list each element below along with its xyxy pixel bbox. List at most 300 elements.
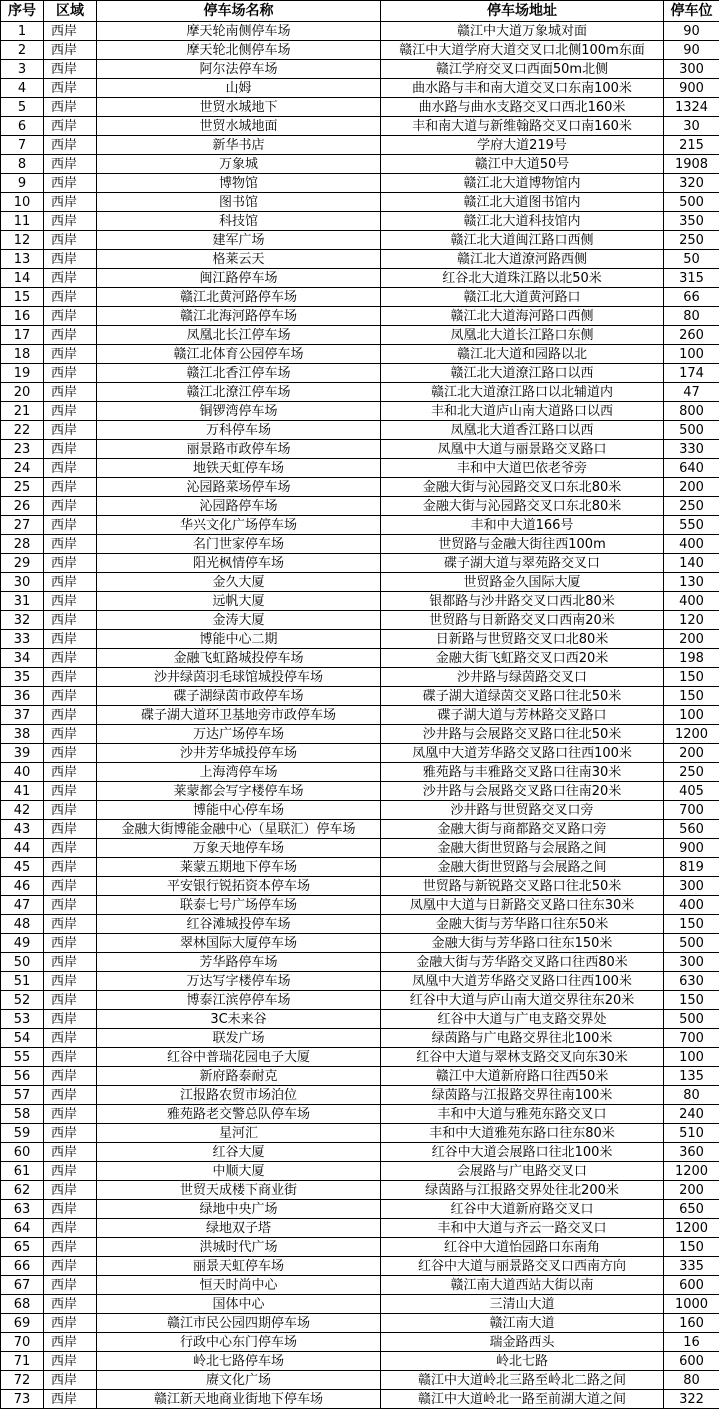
table-row	[1, 972, 719, 991]
lot-name-cell: 平安银行锐拓资本停车场	[97, 877, 381, 896]
address-cell: 凤凰中大道芳华路交叉路口往西100米	[381, 744, 664, 763]
district-cell: 西岸	[44, 117, 97, 136]
row-index: 55	[1, 1048, 44, 1067]
address-cell: 碟子湖大道与芳林路交叉路口	[381, 706, 664, 725]
address-cell: 金融大街与芳华路口往东150米	[381, 934, 664, 953]
district-cell: 西岸	[44, 79, 97, 98]
row-index: 50	[1, 953, 44, 972]
address-cell: 沙井路与会展路交叉路口往南20米	[381, 782, 664, 801]
district-cell: 西岸	[44, 592, 97, 611]
district-cell: 西岸	[44, 573, 97, 592]
address-cell: 绿茵路与江报路交界处往北200米	[381, 1181, 664, 1200]
row-index: 13	[1, 250, 44, 269]
capacity-cell: 90	[664, 41, 719, 60]
row-index: 1	[1, 22, 44, 41]
district-cell: 西岸	[44, 934, 97, 953]
district-cell: 西岸	[44, 250, 97, 269]
capacity-cell: 66	[664, 288, 719, 307]
capacity-cell: 400	[664, 896, 719, 915]
row-index: 51	[1, 972, 44, 991]
capacity-cell: 550	[664, 516, 719, 535]
table-row	[1, 364, 719, 383]
lot-name-cell: 金融飞虹路城投停车场	[97, 649, 381, 668]
row-index: 70	[1, 1333, 44, 1352]
district-cell: 西岸	[44, 41, 97, 60]
row-index: 8	[1, 155, 44, 174]
lot-name-cell: 赣江新天地商业街地下停车场	[97, 1390, 381, 1409]
table-row	[1, 1371, 719, 1390]
row-index: 6	[1, 117, 44, 136]
row-index: 14	[1, 269, 44, 288]
lot-name-cell: 万达广场停车场	[97, 725, 381, 744]
table-row	[1, 630, 719, 649]
table-row	[1, 174, 719, 193]
address-cell: 丰和中大道与齐云一路交叉口	[381, 1219, 664, 1238]
capacity-cell: 80	[664, 1371, 719, 1390]
lot-name-cell: 莱蒙都会写字楼停车场	[97, 782, 381, 801]
row-index: 12	[1, 231, 44, 250]
address-cell: 红谷中大道与翠林支路交叉向东30米	[381, 1048, 664, 1067]
address-cell: 金融大街与芳华路交叉路口往西80米	[381, 953, 664, 972]
capacity-cell: 250	[664, 763, 719, 782]
address-cell: 碟子湖大道与翠苑路交叉口	[381, 554, 664, 573]
address-cell: 红谷中大道怡园路口东南角	[381, 1238, 664, 1257]
row-index: 29	[1, 554, 44, 573]
table-row	[1, 231, 719, 250]
table-row	[1, 155, 719, 174]
address-cell: 赣江中大道岭北一路至前湖大道之间	[381, 1390, 664, 1409]
table-row	[1, 193, 719, 212]
row-index: 19	[1, 364, 44, 383]
district-cell: 西岸	[44, 801, 97, 820]
table-row	[1, 1162, 719, 1181]
lot-name-cell: 联泰七号广场停车场	[97, 896, 381, 915]
capacity-cell: 405	[664, 782, 719, 801]
lot-name-cell: 铜锣湾停车场	[97, 402, 381, 421]
header-address: 停车场地址	[381, 1, 664, 22]
district-cell: 西岸	[44, 1390, 97, 1409]
lot-name-cell: 赣江北黄河路停车场	[97, 288, 381, 307]
lot-name-cell: 博泰江滨停停车场	[97, 991, 381, 1010]
district-cell: 西岸	[44, 1352, 97, 1371]
row-index: 28	[1, 535, 44, 554]
table-row	[1, 1333, 719, 1352]
table-row	[1, 402, 719, 421]
address-cell: 银都路与沙井路交叉口西北80米	[381, 592, 664, 611]
table-row	[1, 915, 719, 934]
row-index: 62	[1, 1181, 44, 1200]
lot-name-cell: 碟子湖大道环卫基地旁市政停车场	[97, 706, 381, 725]
capacity-cell: 360	[664, 1143, 719, 1162]
lot-name-cell: 博能中心二期	[97, 630, 381, 649]
row-index: 15	[1, 288, 44, 307]
lot-name-cell: 博能中心停车场	[97, 801, 381, 820]
address-cell: 赣江北大道闽江路口西侧	[381, 231, 664, 250]
lot-name-cell: 万象城	[97, 155, 381, 174]
table-row	[1, 611, 719, 630]
district-cell: 西岸	[44, 1029, 97, 1048]
capacity-cell: 1200	[664, 1219, 719, 1238]
address-cell: 赣江南大道西站大街以南	[381, 1276, 664, 1295]
district-cell: 西岸	[44, 1295, 97, 1314]
address-cell: 绿茵路与广电路交界往北100米	[381, 1029, 664, 1048]
address-cell: 红谷北大道珠江路以北50米	[381, 269, 664, 288]
row-index: 4	[1, 79, 44, 98]
row-index: 68	[1, 1295, 44, 1314]
capacity-cell: 400	[664, 535, 719, 554]
district-cell: 西岸	[44, 497, 97, 516]
address-cell: 瑞金路西头	[381, 1333, 664, 1352]
table-row	[1, 1352, 719, 1371]
header-lot-name: 停车场名称	[97, 1, 381, 22]
table-row	[1, 1314, 719, 1333]
capacity-cell: 80	[664, 1086, 719, 1105]
row-index: 35	[1, 668, 44, 687]
district-cell: 西岸	[44, 649, 97, 668]
address-cell: 凤凰北大道长江路口东侧	[381, 326, 664, 345]
district-cell: 西岸	[44, 212, 97, 231]
row-index: 66	[1, 1257, 44, 1276]
district-cell: 西岸	[44, 155, 97, 174]
capacity-cell: 240	[664, 1105, 719, 1124]
district-cell: 西岸	[44, 1010, 97, 1029]
row-index: 27	[1, 516, 44, 535]
lot-name-cell: 名门世家停车场	[97, 535, 381, 554]
lot-name-cell: 新华书店	[97, 136, 381, 155]
table-row	[1, 136, 719, 155]
lot-name-cell: 联发广场	[97, 1029, 381, 1048]
address-cell: 金融大街与商都路交叉路口旁	[381, 820, 664, 839]
table-row	[1, 79, 719, 98]
address-cell: 世贸路与日新路交叉口西南20米	[381, 611, 664, 630]
district-cell: 西岸	[44, 345, 97, 364]
lot-name-cell: 闽江路停车场	[97, 269, 381, 288]
table-row	[1, 1200, 719, 1219]
lot-name-cell: 远帆大厦	[97, 592, 381, 611]
lot-name-cell: 金涛大厦	[97, 611, 381, 630]
row-index: 36	[1, 687, 44, 706]
address-cell: 世贸路与金融大街往西100m	[381, 535, 664, 554]
table-row	[1, 991, 719, 1010]
row-index: 9	[1, 174, 44, 193]
lot-name-cell: 红谷中普瑞花园电子大厦	[97, 1048, 381, 1067]
district-cell: 西岸	[44, 402, 97, 421]
row-index: 53	[1, 1010, 44, 1029]
table-row	[1, 1029, 719, 1048]
district-cell: 西岸	[44, 972, 97, 991]
district-cell: 西岸	[44, 1086, 97, 1105]
row-index: 52	[1, 991, 44, 1010]
lot-name-cell: 翠林国际大厦停车场	[97, 934, 381, 953]
row-index: 30	[1, 573, 44, 592]
table-row	[1, 212, 719, 231]
lot-name-cell: 红谷大厦	[97, 1143, 381, 1162]
lot-name-cell: 阳光枫情停车场	[97, 554, 381, 573]
row-index: 73	[1, 1390, 44, 1409]
table-row	[1, 1219, 719, 1238]
capacity-cell: 1200	[664, 725, 719, 744]
table-row	[1, 269, 719, 288]
capacity-cell: 700	[664, 1029, 719, 1048]
table-row	[1, 459, 719, 478]
address-cell: 赣江中大道新府路口往西50米	[381, 1067, 664, 1086]
address-cell: 赣江学府交叉口西面50m北侧	[381, 60, 664, 79]
district-cell: 西岸	[44, 896, 97, 915]
district-cell: 西岸	[44, 687, 97, 706]
row-index: 46	[1, 877, 44, 896]
address-cell: 丰和中大道166号	[381, 516, 664, 535]
district-cell: 西岸	[44, 60, 97, 79]
address-cell: 曲水路与丰和南大道交叉口东南100米	[381, 79, 664, 98]
lot-name-cell: 芳华路停车场	[97, 953, 381, 972]
row-index: 72	[1, 1371, 44, 1390]
district-cell: 西岸	[44, 136, 97, 155]
district-cell: 西岸	[44, 535, 97, 554]
table-row	[1, 934, 719, 953]
table-row	[1, 1048, 719, 1067]
row-index: 39	[1, 744, 44, 763]
district-cell: 西岸	[44, 1067, 97, 1086]
address-cell: 丰和中大道雅苑东路口往东80米	[381, 1124, 664, 1143]
row-index: 2	[1, 41, 44, 60]
row-index: 5	[1, 98, 44, 117]
lot-name-cell: 格莱云天	[97, 250, 381, 269]
lot-name-cell: 绿地中央广场	[97, 1200, 381, 1219]
address-cell: 丰和北大道庐山南大道路口以西	[381, 402, 664, 421]
address-cell: 赣江北大道海河路口西侧	[381, 307, 664, 326]
address-cell: 赣江北大道潦江路口以北辅道内	[381, 383, 664, 402]
capacity-cell: 174	[664, 364, 719, 383]
address-cell: 会展路与广电路交叉口	[381, 1162, 664, 1181]
capacity-cell: 150	[664, 668, 719, 687]
capacity-cell: 150	[664, 687, 719, 706]
district-cell: 西岸	[44, 516, 97, 535]
capacity-cell: 80	[664, 307, 719, 326]
district-cell: 西岸	[44, 630, 97, 649]
lot-name-cell: 洪城时代广场	[97, 1238, 381, 1257]
capacity-cell: 900	[664, 839, 719, 858]
table-row	[1, 649, 719, 668]
district-cell: 西岸	[44, 459, 97, 478]
capacity-cell: 1908	[664, 155, 719, 174]
table-row	[1, 22, 719, 41]
row-index: 65	[1, 1238, 44, 1257]
row-index: 21	[1, 402, 44, 421]
capacity-cell: 500	[664, 421, 719, 440]
district-cell: 西岸	[44, 744, 97, 763]
address-cell: 岭北七路	[381, 1352, 664, 1371]
row-index: 61	[1, 1162, 44, 1181]
address-cell: 赣江北大道科技馆内	[381, 212, 664, 231]
district-cell: 西岸	[44, 1200, 97, 1219]
table-body	[1, 22, 719, 1409]
district-cell: 西岸	[44, 877, 97, 896]
header-district: 区域	[44, 1, 97, 22]
table-row	[1, 953, 719, 972]
table-row	[1, 288, 719, 307]
capacity-cell: 200	[664, 630, 719, 649]
lot-name-cell: 摩天轮南侧停车场	[97, 22, 381, 41]
capacity-cell: 650	[664, 1200, 719, 1219]
district-cell: 西岸	[44, 820, 97, 839]
table-row	[1, 1238, 719, 1257]
lot-name-cell: 世贸水城地面	[97, 117, 381, 136]
lot-name-cell: 莱蒙五期地下停车场	[97, 858, 381, 877]
capacity-cell: 100	[664, 706, 719, 725]
district-cell: 西岸	[44, 1257, 97, 1276]
lot-name-cell: 碟子湖绿茵市政停车场	[97, 687, 381, 706]
district-cell: 西岸	[44, 611, 97, 630]
capacity-cell: 260	[664, 326, 719, 345]
table-row	[1, 858, 719, 877]
table-row	[1, 98, 719, 117]
capacity-cell: 400	[664, 592, 719, 611]
lot-name-cell: 沁园路停车场	[97, 497, 381, 516]
capacity-cell: 1324	[664, 98, 719, 117]
district-cell: 西岸	[44, 1181, 97, 1200]
row-index: 58	[1, 1105, 44, 1124]
lot-name-cell: 金久大厦	[97, 573, 381, 592]
lot-name-cell: 沙井绿茵羽毛球馆城投停车场	[97, 668, 381, 687]
district-cell: 西岸	[44, 364, 97, 383]
table-row	[1, 421, 719, 440]
table-row	[1, 896, 719, 915]
district-cell: 西岸	[44, 1162, 97, 1181]
table-row	[1, 250, 719, 269]
district-cell: 西岸	[44, 307, 97, 326]
row-index: 59	[1, 1124, 44, 1143]
district-cell: 西岸	[44, 953, 97, 972]
table-row	[1, 1276, 719, 1295]
lot-name-cell: 沁园路菜场停车场	[97, 478, 381, 497]
capacity-cell: 47	[664, 383, 719, 402]
capacity-cell: 500	[664, 193, 719, 212]
table-row	[1, 592, 719, 611]
row-index: 69	[1, 1314, 44, 1333]
district-cell: 西岸	[44, 383, 97, 402]
row-index: 67	[1, 1276, 44, 1295]
table-row	[1, 440, 719, 459]
address-cell: 赣江北大道黄河路口	[381, 288, 664, 307]
capacity-cell: 100	[664, 345, 719, 364]
row-index: 54	[1, 1029, 44, 1048]
header-index: 序号	[1, 1, 44, 22]
district-cell: 西岸	[44, 668, 97, 687]
row-index: 48	[1, 915, 44, 934]
address-cell: 沙井路与世贸路交叉口旁	[381, 801, 664, 820]
address-cell: 三清山大道	[381, 1295, 664, 1314]
table-row	[1, 307, 719, 326]
lot-name-cell: 绿地双子塔	[97, 1219, 381, 1238]
capacity-cell: 500	[664, 1010, 719, 1029]
district-cell: 西岸	[44, 326, 97, 345]
district-cell: 西岸	[44, 1105, 97, 1124]
district-cell: 西岸	[44, 725, 97, 744]
address-cell: 红谷中大道与广电支路交界处	[381, 1010, 664, 1029]
address-cell: 红谷中大道会展路口往北100米	[381, 1143, 664, 1162]
row-index: 23	[1, 440, 44, 459]
lot-name-cell: 图书馆	[97, 193, 381, 212]
row-index: 40	[1, 763, 44, 782]
capacity-cell: 1000	[664, 1295, 719, 1314]
row-index: 11	[1, 212, 44, 231]
lot-name-cell: 世贸天成楼下商业街	[97, 1181, 381, 1200]
capacity-cell: 560	[664, 820, 719, 839]
capacity-cell: 350	[664, 212, 719, 231]
district-cell: 西岸	[44, 1333, 97, 1352]
capacity-cell: 700	[664, 801, 719, 820]
capacity-cell: 640	[664, 459, 719, 478]
lot-name-cell: 丽景天虹停车场	[97, 1257, 381, 1276]
capacity-cell: 50	[664, 250, 719, 269]
district-cell: 西岸	[44, 1143, 97, 1162]
row-index: 43	[1, 820, 44, 839]
capacity-cell: 200	[664, 478, 719, 497]
lot-name-cell: 华兴文化广场停车场	[97, 516, 381, 535]
table-row	[1, 744, 719, 763]
address-cell: 金融大街飞虹路交叉口西20米	[381, 649, 664, 668]
lot-name-cell: 中顺大厦	[97, 1162, 381, 1181]
row-index: 10	[1, 193, 44, 212]
row-index: 63	[1, 1200, 44, 1219]
row-index: 49	[1, 934, 44, 953]
capacity-cell: 320	[664, 174, 719, 193]
row-index: 25	[1, 478, 44, 497]
row-index: 3	[1, 60, 44, 79]
table-row	[1, 117, 719, 136]
address-cell: 凤凰中大道芳华路交叉路口往西100米	[381, 972, 664, 991]
address-cell: 金融大街与沁园路交叉口东北80米	[381, 497, 664, 516]
address-cell: 赣江北大道博物馆内	[381, 174, 664, 193]
capacity-cell: 600	[664, 1276, 719, 1295]
lot-name-cell: 建军广场	[97, 231, 381, 250]
lot-name-cell: 地铁天虹停车场	[97, 459, 381, 478]
header-row	[1, 1, 719, 22]
district-cell: 西岸	[44, 1048, 97, 1067]
lot-name-cell: 世贸水城地下	[97, 98, 381, 117]
lot-name-cell: 赣江北海河路停车场	[97, 307, 381, 326]
address-cell: 赣江北大道潦江路口以西	[381, 364, 664, 383]
lot-name-cell: 赣江北潦江停车场	[97, 383, 381, 402]
district-cell: 西岸	[44, 554, 97, 573]
district-cell: 西岸	[44, 1276, 97, 1295]
district-cell: 西岸	[44, 98, 97, 117]
lot-name-cell: 赣江北香江停车场	[97, 364, 381, 383]
row-index: 60	[1, 1143, 44, 1162]
row-index: 42	[1, 801, 44, 820]
lot-name-cell: 丽景路市政停车场	[97, 440, 381, 459]
lot-name-cell: 恒天时尚中心	[97, 1276, 381, 1295]
lot-name-cell: 上海湾停车场	[97, 763, 381, 782]
row-index: 18	[1, 345, 44, 364]
table-row	[1, 326, 719, 345]
address-cell: 沙井路与绿茵路交叉口	[381, 668, 664, 687]
address-cell: 绿茵路与江报路交界往南100米	[381, 1086, 664, 1105]
table-row	[1, 839, 719, 858]
table-row	[1, 687, 719, 706]
row-index: 44	[1, 839, 44, 858]
lot-name-cell: 博物馆	[97, 174, 381, 193]
address-cell: 沙井路与会展路交叉路口往北50米	[381, 725, 664, 744]
table-row	[1, 1390, 719, 1409]
row-index: 64	[1, 1219, 44, 1238]
capacity-cell: 900	[664, 79, 719, 98]
address-cell: 碟子湖大道绿茵交叉路口往北50米	[381, 687, 664, 706]
lot-name-cell: 万象天地停车场	[97, 839, 381, 858]
table-row	[1, 41, 719, 60]
table-row	[1, 1295, 719, 1314]
address-cell: 金融大街世贸路与会展路之间	[381, 839, 664, 858]
